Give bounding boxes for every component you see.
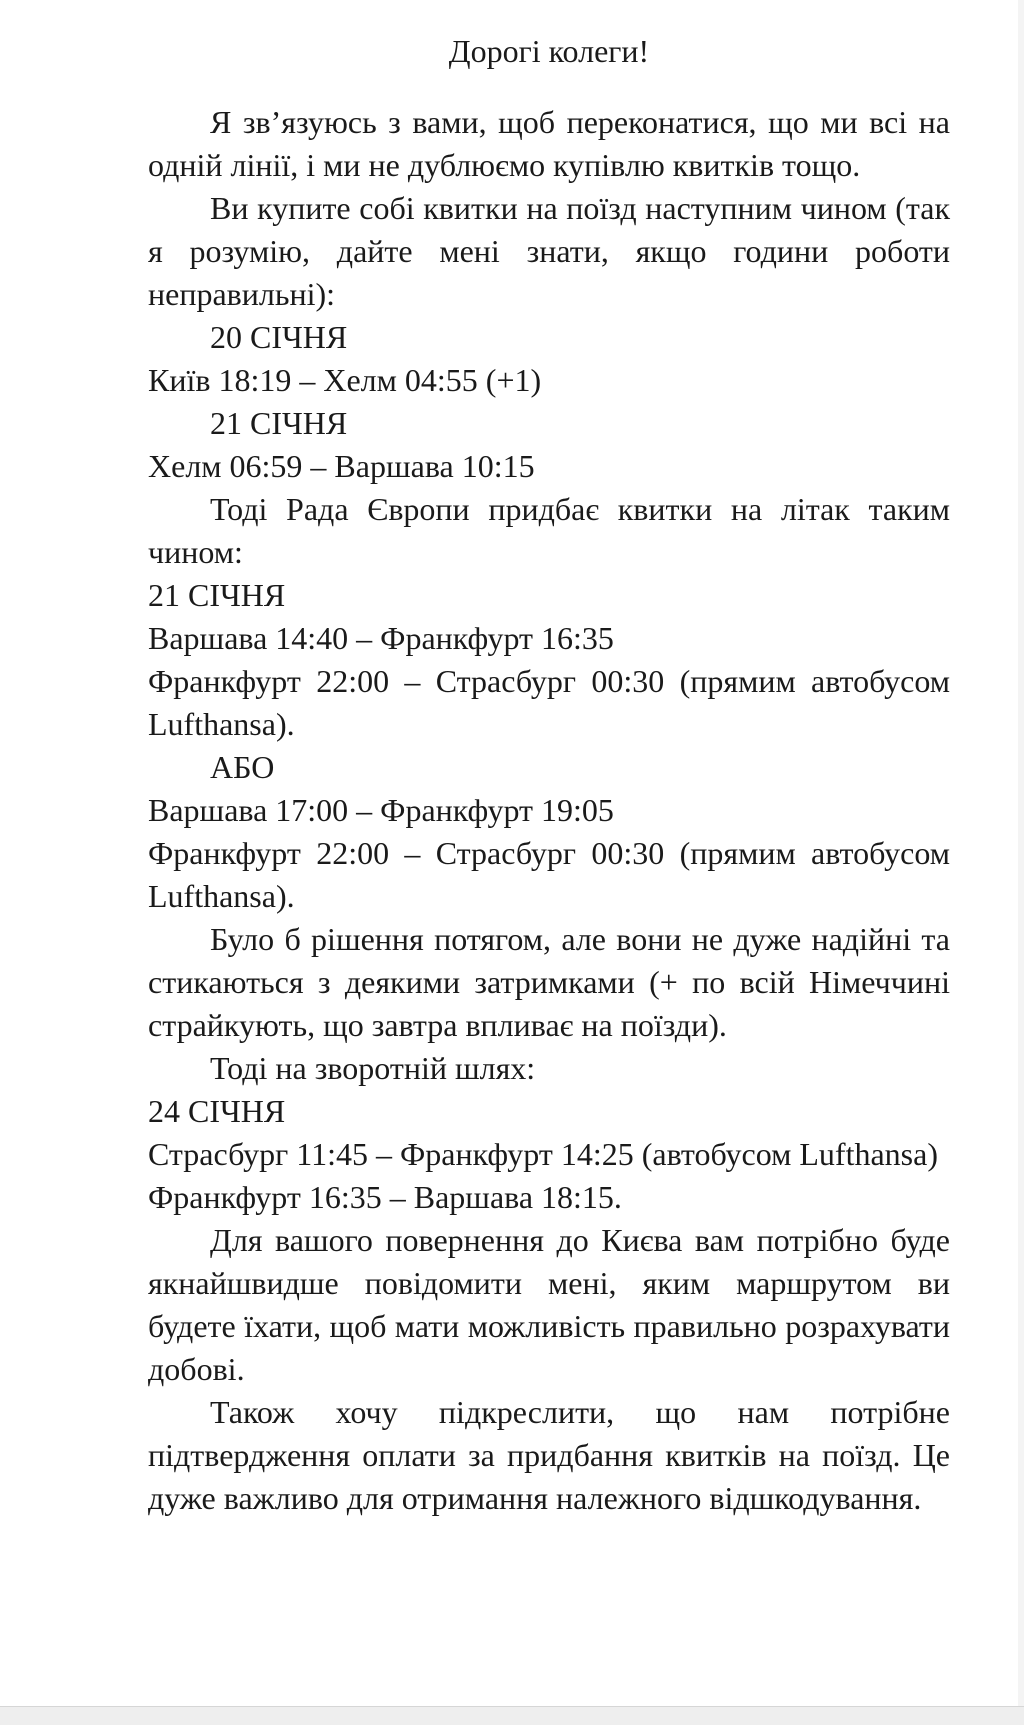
route-frankfurt-strasbourg-1: Франкфурт 22:00 – Страсбург 00:30 (прямим автобусом Lufthansa).	[148, 663, 950, 742]
route-strasbourg-frankfurt: Страсбург 11:45 – Франкфурт 14:25 (автобусом Lufthansa)	[148, 1136, 938, 1172]
bottom-scroll-bar[interactable]	[0, 1706, 1024, 1725]
paragraph-train-option: Було б рішення потягом, але вони не дуже надійні та стикаються з деякими затримками (+ по всій Німеччині страйкують, що завтра впливає на поїзди).	[148, 921, 950, 1043]
paragraph-return-kyiv: Для вашого повернення до Києва вам потрібно буде якнайшвидше повідомити мені, яким маршрутом ви будете їхати, щоб мати можливість правильно розрахувати добові.	[148, 1222, 950, 1387]
date-jan-20: 20 СІЧНЯ	[210, 319, 348, 355]
paragraph-payment-confirmation: Також хочу підкреслити, що нам потрібне підтвердження оплати за придбання квитків на поїзд. Це дуже важливо для отримання належного відшкодування.	[148, 1394, 950, 1516]
route-frankfurt-warsaw: Франкфурт 16:35 – Варшава 18:15.	[148, 1179, 622, 1215]
date-jan-21-train: 21 СІЧНЯ	[210, 405, 348, 441]
letter-body	[148, 30, 950, 1520]
paragraph-train-tickets: Ви купите собі квитки на поїзд наступним чином (так я розумію, дайте мені знати, якщо години роботи неправильні):	[148, 190, 950, 312]
route-warsaw-frankfurt-1: Варшава 14:40 – Франкфурт 16:35	[148, 620, 614, 656]
date-jan-24: 24 СІЧНЯ	[148, 1093, 286, 1129]
date-jan-21-flight: 21 СІЧНЯ	[148, 577, 286, 613]
paragraph-return-trip: Тоді на зворотній шлях:	[210, 1050, 536, 1086]
letter-greeting: Дорогі колеги!	[448, 33, 650, 69]
paragraph-intro: Я зв’язуюсь з вами, щоб переконатися, що ми всі на одній лінії, і ми не дублюємо купівлю квитків тощо.	[148, 104, 950, 183]
route-chelm-warsaw: Хелм 06:59 – Варшава 10:15	[148, 448, 535, 484]
route-kyiv-chelm: Київ 18:19 – Хелм 04:55 (+1)	[148, 362, 542, 398]
page-right-edge	[1018, 0, 1024, 1706]
route-frankfurt-strasbourg-2: Франкфурт 22:00 – Страсбург 00:30 (прямим автобусом Lufthansa).	[148, 835, 950, 914]
route-warsaw-frankfurt-2: Варшава 17:00 – Франкфурт 19:05	[148, 792, 614, 828]
paragraph-plane-tickets: Тоді Рада Європи придбає квитки на літак таким чином:	[148, 491, 950, 570]
option-or: АБО	[210, 749, 275, 785]
